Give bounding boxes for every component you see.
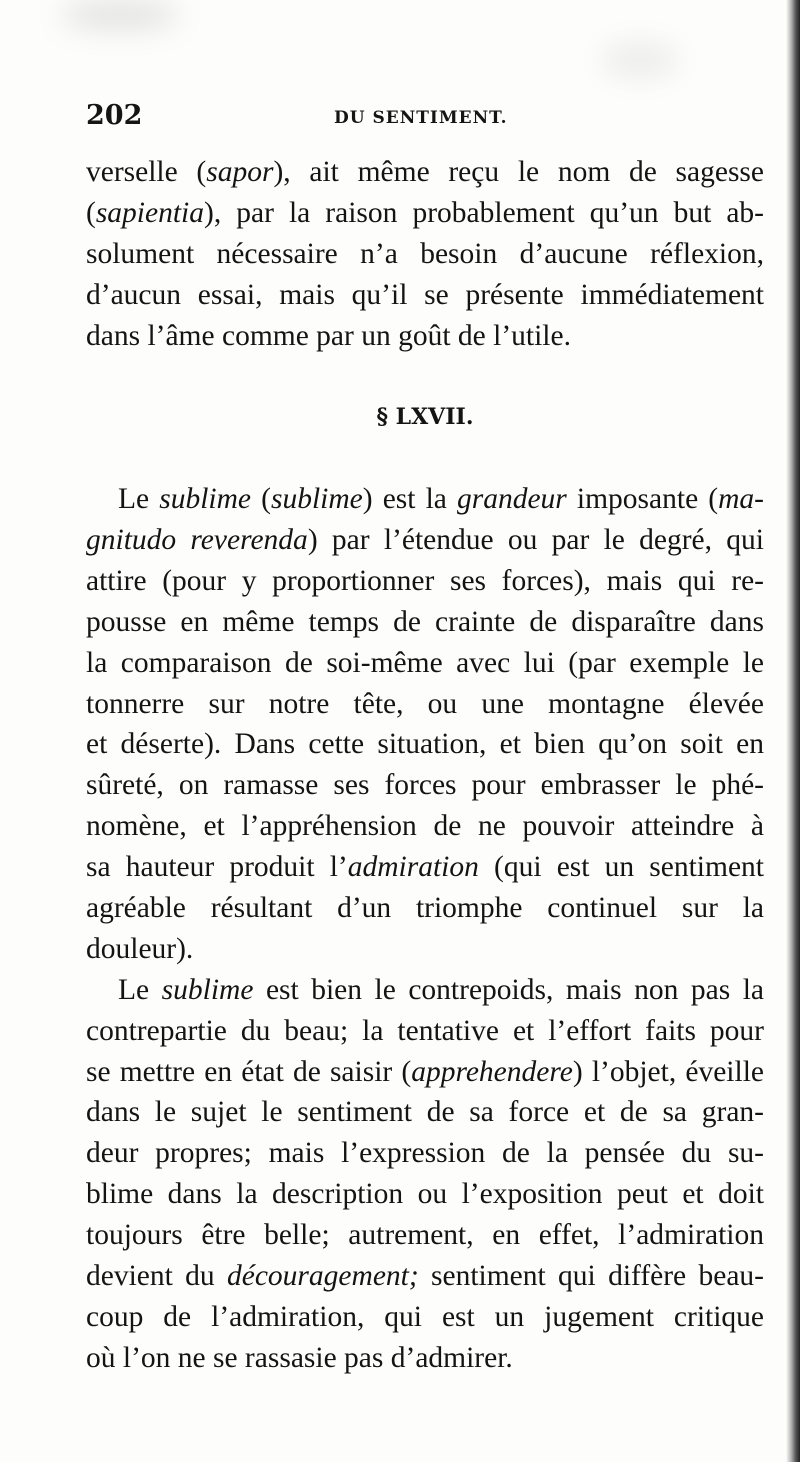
page-header [86, 100, 766, 140]
text-segment: est bien le contrepoids, mais non pas la [253, 973, 764, 1006]
text-segment: § LXVII. [376, 404, 474, 431]
running-head: DU SENTIMENT. [334, 108, 508, 128]
italic-text: gnitudo reverenda [86, 524, 308, 557]
italic-text: apprehendere [411, 1055, 573, 1088]
text-segment: sûreté, on ramasse ses forces pour embrasser le phé- [86, 769, 764, 802]
line-spacer [86, 356, 764, 397]
text-segment: ) l’objet, éveille [572, 1055, 764, 1088]
text-segment: tonnerre sur notre tête, ou une montagne élevée [86, 687, 764, 720]
text-segment: nomène, et l’appréhension de ne pouvoir atteindre à [86, 810, 764, 843]
text-segment: solument nécessaire n’a besoin d’aucune réflexion, [86, 237, 764, 270]
text-segment: deur propres; mais l’expression de la pensée du su- [86, 1137, 764, 1170]
text-line [86, 1297, 764, 1338]
text-segment: douleur). [86, 932, 194, 965]
text-segment: devient du [86, 1260, 227, 1293]
text-line [86, 234, 764, 275]
text-segment: sa hauteur produit l’ [86, 851, 348, 884]
text-segment: ( [251, 483, 271, 516]
text-line [86, 970, 764, 1011]
text-segment: dans l’âme comme par un goût de l’utile. [86, 319, 571, 352]
text-segment: ) est la [362, 483, 457, 516]
text-segment: sentiment qui diffère beau- [418, 1260, 764, 1293]
page-number: 202 [86, 100, 143, 131]
text-line [86, 643, 764, 684]
text-segment: verselle ( [86, 156, 207, 188]
line-spacer [86, 438, 764, 479]
text-line [86, 275, 764, 316]
text-segment: la comparaison de soi-même avec lui (par exemple le [86, 646, 764, 679]
text-line [86, 316, 764, 357]
text-segment: agréable résultant d’un triomphe continuel sur la [86, 892, 764, 925]
italic-text: admiration [347, 851, 479, 884]
text-segment: d’aucun essai, mais qu’il se présente immédiatement [86, 278, 764, 311]
text-line [86, 479, 764, 520]
text-line [86, 1092, 764, 1133]
text-segment: coup de l’admiration, qui est un jugement critique [86, 1300, 764, 1333]
text-line [86, 1256, 764, 1297]
text-line [86, 1338, 764, 1379]
text-segment: attire (pour y proportionner ses forces), mais qui re- [86, 564, 764, 597]
scan-smudge [600, 40, 680, 80]
text-line [86, 602, 764, 643]
text-line [86, 724, 764, 765]
italic-text: sublime [161, 973, 254, 1006]
italic-text: ma- [718, 483, 764, 516]
text-segment: ) par l’étendue ou par le degré, qui [307, 524, 764, 557]
text-line [86, 1133, 764, 1174]
page-binding-edge [786, 0, 800, 1462]
section-heading [86, 397, 764, 438]
text-segment: ( [86, 196, 96, 229]
text-segment: toujours être belle; autrement, en effet, l’admiration [86, 1219, 764, 1252]
italic-text: sublime [159, 483, 252, 516]
italic-text: sublime [270, 483, 363, 516]
text-line [86, 193, 764, 234]
text-line [86, 561, 764, 602]
scan-smudge [60, 0, 180, 30]
text-segment: contrepartie du beau; la tentative et l’effort faits pour [86, 1014, 764, 1047]
text-line [86, 1011, 764, 1052]
text-segment: et déserte). Dans cette situation, et bien qu’on soit en [86, 728, 764, 761]
body-text [86, 152, 764, 1379]
text-segment: (qui est un sentiment [478, 851, 764, 884]
text-line [86, 684, 764, 725]
italic-text: sapor [206, 156, 274, 188]
text-line [86, 888, 764, 929]
text-line [86, 765, 764, 806]
text-segment: où l’on ne se rassasie pas d’admirer. [86, 1341, 513, 1374]
text-segment: Le [118, 973, 162, 1006]
text-segment: pousse en même temps de crainte de disparaître dans [86, 605, 764, 638]
text-line [86, 1052, 764, 1093]
text-line [86, 520, 764, 561]
text-line [86, 152, 764, 193]
text-segment: se mettre en état de saisir ( [86, 1055, 412, 1088]
text-segment: imposante ( [566, 483, 719, 516]
text-segment: blime dans la description ou l’exposition peut et doit [86, 1178, 764, 1211]
text-line [86, 1174, 764, 1215]
text-line [86, 847, 764, 888]
italic-text: découragement; [227, 1260, 419, 1293]
text-line [86, 806, 764, 847]
italic-text: grandeur [456, 483, 567, 516]
text-segment: ), par la raison probablement qu’un but ab- [204, 196, 764, 229]
text-line [86, 929, 764, 970]
text-segment: Le [118, 483, 160, 516]
text-segment: ), ait même reçu le nom de sagesse [273, 156, 764, 188]
text-line [86, 1215, 764, 1256]
text-segment: dans le sujet le sentiment de sa force et de sa gran- [86, 1096, 764, 1129]
italic-text: sapientia [95, 196, 204, 229]
